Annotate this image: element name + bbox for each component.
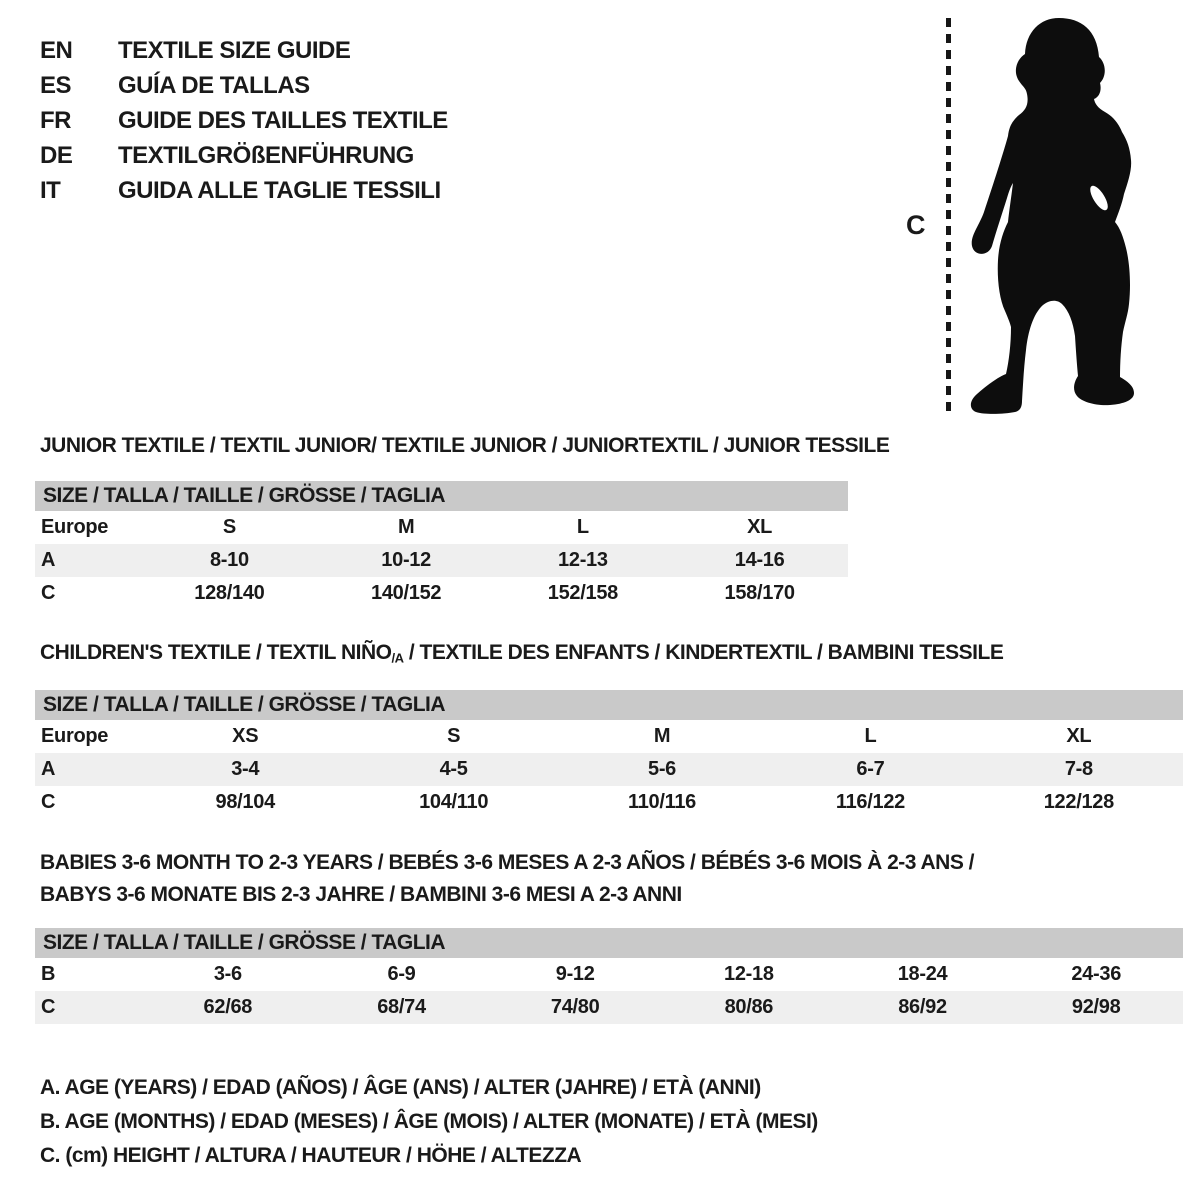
- section-title-junior: JUNIOR TEXTILE / TEXTIL JUNIOR/ TEXTILE JUNIOR / JUNIORTEXTIL / JUNIOR TESSILE: [40, 434, 890, 457]
- language-code: IT: [40, 176, 61, 204]
- cell-value: 116/122: [835, 791, 905, 813]
- height-dashed-line: [946, 18, 951, 416]
- size-table-header: SIZE / TALLA / TAILLE / GRÖSSE / TAGLIA: [35, 928, 1183, 958]
- cell-value: 9-12: [555, 963, 595, 985]
- cell-value: M: [397, 516, 415, 538]
- legend-line: B. AGE (MONTHS) / EDAD (MESES) / ÂGE (MOIS) / ALTER (MONATE) / ETÀ (MESI): [40, 1110, 818, 1133]
- cell-value: 12-13: [558, 549, 608, 571]
- cell-value: 122/128: [1043, 791, 1114, 813]
- title-subscript: /A: [391, 650, 404, 666]
- cell-value: XL: [1066, 725, 1092, 747]
- language-row: [40, 68, 448, 103]
- legend-line: C. (cm) HEIGHT / ALTURA / HAUTEUR / HÖHE / ALTEZZA: [40, 1144, 582, 1167]
- title-text: CHILDREN'S TEXTILE / TEXTIL NIÑO: [40, 641, 392, 664]
- table-row: [35, 511, 848, 544]
- cell-value: 68/74: [377, 996, 426, 1018]
- cell-value: 98/104: [215, 791, 275, 813]
- language-title: TEXTILGRÖßENFÜHRUNG: [118, 141, 414, 169]
- cell-value: 5-6: [648, 758, 677, 780]
- cell-value: 104/110: [419, 791, 489, 813]
- cell-value: 3-4: [231, 758, 260, 780]
- title-text: / TEXTILE DES ENFANTS / KINDERTEXTIL / BAMBINI TESSILE: [403, 641, 1004, 664]
- section-title-babies-line2: BABYS 3-6 MONATE BIS 2-3 JAHRE / BAMBINI 3-6 MESI A 2-3 ANNI: [40, 883, 682, 906]
- cell-value: L: [864, 725, 877, 747]
- language-title: TEXTILE SIZE GUIDE: [118, 36, 351, 64]
- table-row: [35, 753, 1183, 786]
- legend: [40, 1073, 818, 1175]
- cell-value: 152/158: [547, 582, 618, 604]
- row-label: A: [41, 549, 56, 571]
- table-row: [35, 958, 1183, 991]
- language-code: DE: [40, 141, 73, 169]
- row-label: B: [41, 963, 56, 985]
- language-row: [40, 138, 448, 173]
- size-table-header: SIZE / TALLA / TAILLE / GRÖSSE / TAGLIA: [35, 481, 848, 511]
- legend-line: A. AGE (YEARS) / EDAD (AÑOS) / ÂGE (ANS) / ALTER (JAHRE) / ETÀ (ANNI): [40, 1076, 761, 1099]
- language-title: GUÍA DE TALLAS: [118, 71, 310, 99]
- language-title: GUIDA ALLE TAGLIE TESSILI: [118, 176, 441, 204]
- row-label: A: [41, 758, 56, 780]
- language-code: ES: [40, 71, 72, 99]
- cell-value: 110/116: [628, 791, 697, 813]
- row-label: C: [41, 791, 56, 813]
- section-title-babies-line1: BABIES 3-6 MONTH TO 2-3 YEARS / BEBÉS 3-6 MESES A 2-3 AÑOS / BÉBÉS 3-6 MOIS À 2-3 ANS /: [40, 851, 975, 874]
- babies-size-table: [35, 928, 1183, 1024]
- cell-value: 7-8: [1064, 758, 1093, 780]
- cell-value: 4-5: [439, 758, 468, 780]
- row-label: C: [41, 996, 56, 1018]
- cell-value: 74/80: [550, 996, 600, 1018]
- cell-value: L: [576, 516, 589, 538]
- table-row: [35, 544, 848, 577]
- cell-value: 18-24: [897, 963, 948, 985]
- row-label: Europe: [41, 725, 109, 747]
- height-c-label: C: [906, 210, 926, 240]
- cell-value: XL: [747, 516, 773, 538]
- language-code: FR: [40, 106, 71, 134]
- children-size-table: [35, 690, 1183, 819]
- cell-value: S: [222, 516, 236, 538]
- language-list: [40, 33, 448, 208]
- cell-value: 10-12: [381, 549, 431, 571]
- cell-value: 62/68: [203, 996, 253, 1018]
- language-code: EN: [40, 36, 73, 64]
- language-row: [40, 173, 448, 208]
- language-row: [40, 33, 448, 68]
- table-row: [35, 786, 1183, 819]
- cell-value: 80/86: [724, 996, 774, 1018]
- table-row: [35, 991, 1183, 1024]
- cell-value: 92/98: [1071, 996, 1121, 1018]
- cell-value: 128/140: [194, 582, 265, 604]
- row-label: C: [41, 582, 56, 604]
- cell-value: M: [653, 725, 671, 747]
- cell-value: XS: [232, 725, 259, 747]
- cell-value: S: [447, 725, 461, 747]
- cell-value: 140/152: [371, 582, 442, 604]
- language-title: GUIDE DES TAILLES TEXTILE: [118, 106, 448, 134]
- cell-value: 12-18: [724, 963, 774, 985]
- cell-value: 86/92: [898, 996, 947, 1018]
- section-title-children: [40, 641, 1003, 666]
- language-row: [40, 103, 448, 138]
- cell-value: 6-9: [387, 963, 416, 985]
- cell-value: 158/170: [724, 582, 795, 604]
- row-label: Europe: [41, 516, 109, 538]
- cell-value: 6-7: [856, 758, 885, 780]
- cell-value: 8-10: [209, 549, 249, 571]
- table-row: [35, 577, 848, 610]
- table-row: [35, 720, 1183, 753]
- cell-value: 14-16: [734, 549, 785, 571]
- cell-value: 3-6: [213, 963, 242, 985]
- toddler-silhouette-icon: [962, 14, 1140, 418]
- cell-value: 24-36: [1071, 963, 1122, 985]
- size-table-header: SIZE / TALLA / TAILLE / GRÖSSE / TAGLIA: [35, 690, 1183, 720]
- junior-size-table: [35, 481, 848, 610]
